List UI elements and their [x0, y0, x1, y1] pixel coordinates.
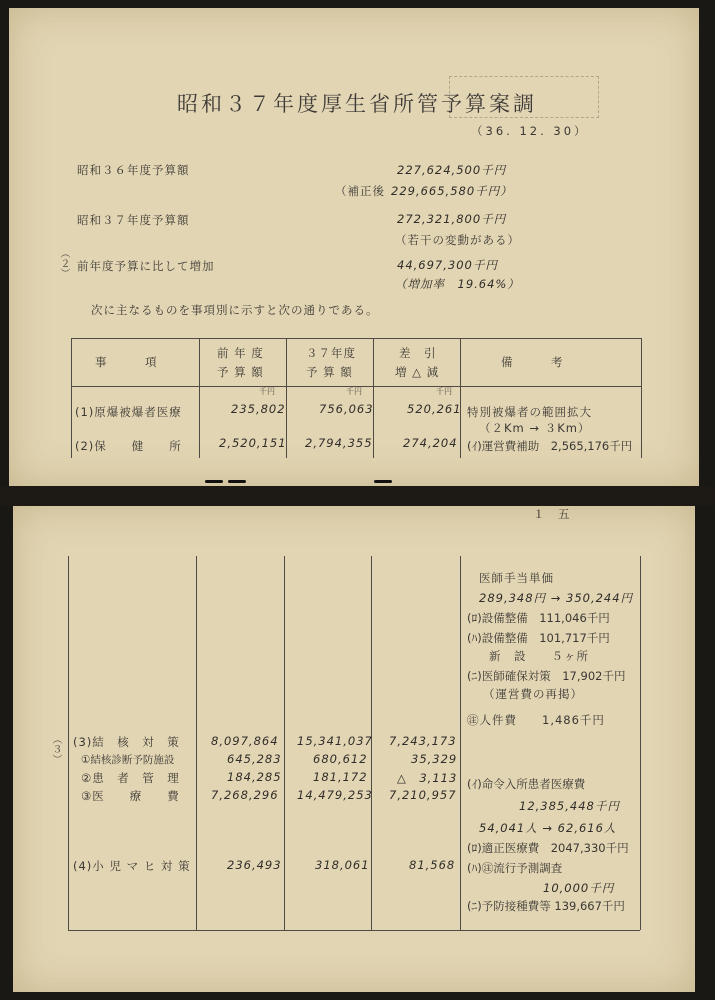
note-upper-5: 新 設 ５ヶ所 — [489, 649, 589, 663]
row-4-item: (4)小 児 マ ヒ 対 策 — [73, 859, 191, 873]
note-lower-3: 54,041人 → 62,616人 — [479, 821, 617, 835]
summary-value-5: 44,697,300千円 — [397, 258, 498, 272]
top-page — [9, 8, 699, 486]
document-date: （36. 12. 30） — [471, 124, 589, 138]
header-prev-1: 前 年 度 — [217, 346, 264, 360]
summary-label-5: 前年度予算に比して増加 — [77, 259, 215, 273]
row-1-diff: 520,261 — [407, 402, 462, 416]
header-diff-2: 増 △ 減 — [395, 365, 440, 379]
note-lower-7: (ﾆ)予防接種費等 139,667千円 — [467, 899, 625, 913]
row-3-item: (3)結 核 対 策 — [73, 735, 180, 749]
unit-prev: 千円 — [259, 387, 275, 396]
summary-label-2: （補正後 — [335, 184, 385, 198]
row-3-diff: 7,243,173 — [389, 734, 457, 748]
row-2-item: (2)保 健 所 — [75, 439, 182, 453]
row-4-prev: 236,493 — [227, 858, 282, 872]
row-2-diff: 274,204 — [403, 436, 458, 450]
row-3c-item: ③医 療 費 — [81, 789, 180, 803]
summary-label-1: 昭和３６年度予算額 — [77, 163, 190, 177]
summary-value-2: 229,665,580千円） — [391, 184, 513, 198]
header-item: 事 項 — [95, 355, 158, 369]
header-note: 備 考 — [501, 355, 564, 369]
row-3a-cur: 680,612 — [313, 752, 368, 766]
header-cur-1: ３７年度 — [306, 346, 356, 360]
row-3a-item: ①結核診断予防施設 — [81, 754, 175, 766]
summary-value-3: 272,321,800千円 — [397, 212, 507, 226]
row-3b-prev: 184,285 — [227, 770, 282, 784]
page-side-number: （２） — [58, 248, 69, 278]
note-lower-5: (ﾊ)㊟流行予測調査 — [467, 861, 563, 875]
page-side-number: （３） — [50, 734, 61, 764]
row-4-diff: 81,568 — [409, 858, 456, 872]
unit-cur: 千円 — [346, 387, 362, 396]
row-1-cur: 756,063 — [319, 402, 374, 416]
table-top-border — [71, 338, 641, 339]
row-3a-prev: 645,283 — [227, 752, 282, 766]
note-lower-1: (ｲ)命令入所患者医療費 — [467, 777, 586, 791]
row-3c-diff: 7,210,957 — [389, 788, 457, 802]
row-1-prev: 235,802 — [231, 402, 286, 416]
note-lower-6: 10,000千円 — [543, 881, 615, 895]
table-bottom-border — [68, 930, 640, 931]
note-upper-3: (ﾛ)設備整備 111,046千円 — [467, 611, 610, 625]
bottom-page — [13, 506, 695, 992]
row-3a-diff: 35,329 — [411, 752, 458, 766]
note-upper-4: (ﾊ)設備整備 101,717千円 — [467, 631, 610, 645]
row-1-note-2: （２Km → ３Km） — [479, 421, 591, 435]
page-gutter — [0, 486, 715, 506]
intro-sentence: 次に主なるものを事項別に示すと次の通りである。 — [91, 303, 379, 317]
note-lower-2: 12,385,448千円 — [519, 799, 620, 813]
row-3b-diff: △ 3,113 — [397, 771, 458, 785]
header-cur-2: 予 算 額 — [306, 365, 353, 379]
summary-value-1: 227,624,500千円 — [397, 163, 507, 177]
note-upper-8: ㊟人件費 1,486千円 — [467, 713, 605, 727]
row-3c-prev: 7,268,296 — [211, 788, 279, 802]
row-3-prev: 8,097,864 — [211, 734, 279, 748]
row-2-prev: 2,520,151 — [219, 436, 287, 450]
row-3b-item: ②患 者 管 理 — [81, 771, 180, 785]
row-3b-cur: 181,172 — [313, 770, 368, 784]
corner-mark: １ 五 — [533, 507, 571, 521]
staple-mark — [228, 480, 246, 483]
document-title: 昭和３７年度厚生省所管予算案調 — [177, 92, 537, 116]
row-4-cur: 318,061 — [315, 858, 370, 872]
note-upper-2: 289,348円 → 350,244円 — [479, 591, 634, 605]
summary-value-4: （若干の変動がある） — [395, 233, 520, 247]
row-3-cur: 15,341,037 — [297, 734, 373, 748]
note-upper-7: （運営費の再掲） — [483, 687, 583, 701]
header-prev-2: 予 算 額 — [217, 365, 264, 379]
unit-diff: 千円 — [436, 387, 452, 396]
note-upper-6: (ﾆ)医師確保対策 17,902千円 — [467, 669, 626, 683]
staple-mark — [374, 480, 392, 483]
note-upper-1: 医師手当単価 — [479, 571, 554, 585]
row-3c-cur: 14,479,253 — [297, 788, 373, 802]
summary-label-3: 昭和３７年度予算額 — [77, 213, 190, 227]
row-2-note-1: (ｲ)運営費補助 2,565,176千円 — [467, 439, 633, 453]
summary-value-6: （増加率 19.64%） — [395, 277, 520, 291]
header-diff-1: 差 引 — [399, 346, 437, 360]
row-1-item: (1)原爆被爆者医療 — [75, 405, 182, 419]
row-2-cur: 2,794,355 — [305, 436, 373, 450]
row-1-note-1: 特別被爆者の範囲拡大 — [467, 405, 592, 419]
note-lower-4: (ﾛ)適正医療費 2047,330千円 — [467, 841, 629, 855]
staple-mark — [205, 480, 223, 483]
